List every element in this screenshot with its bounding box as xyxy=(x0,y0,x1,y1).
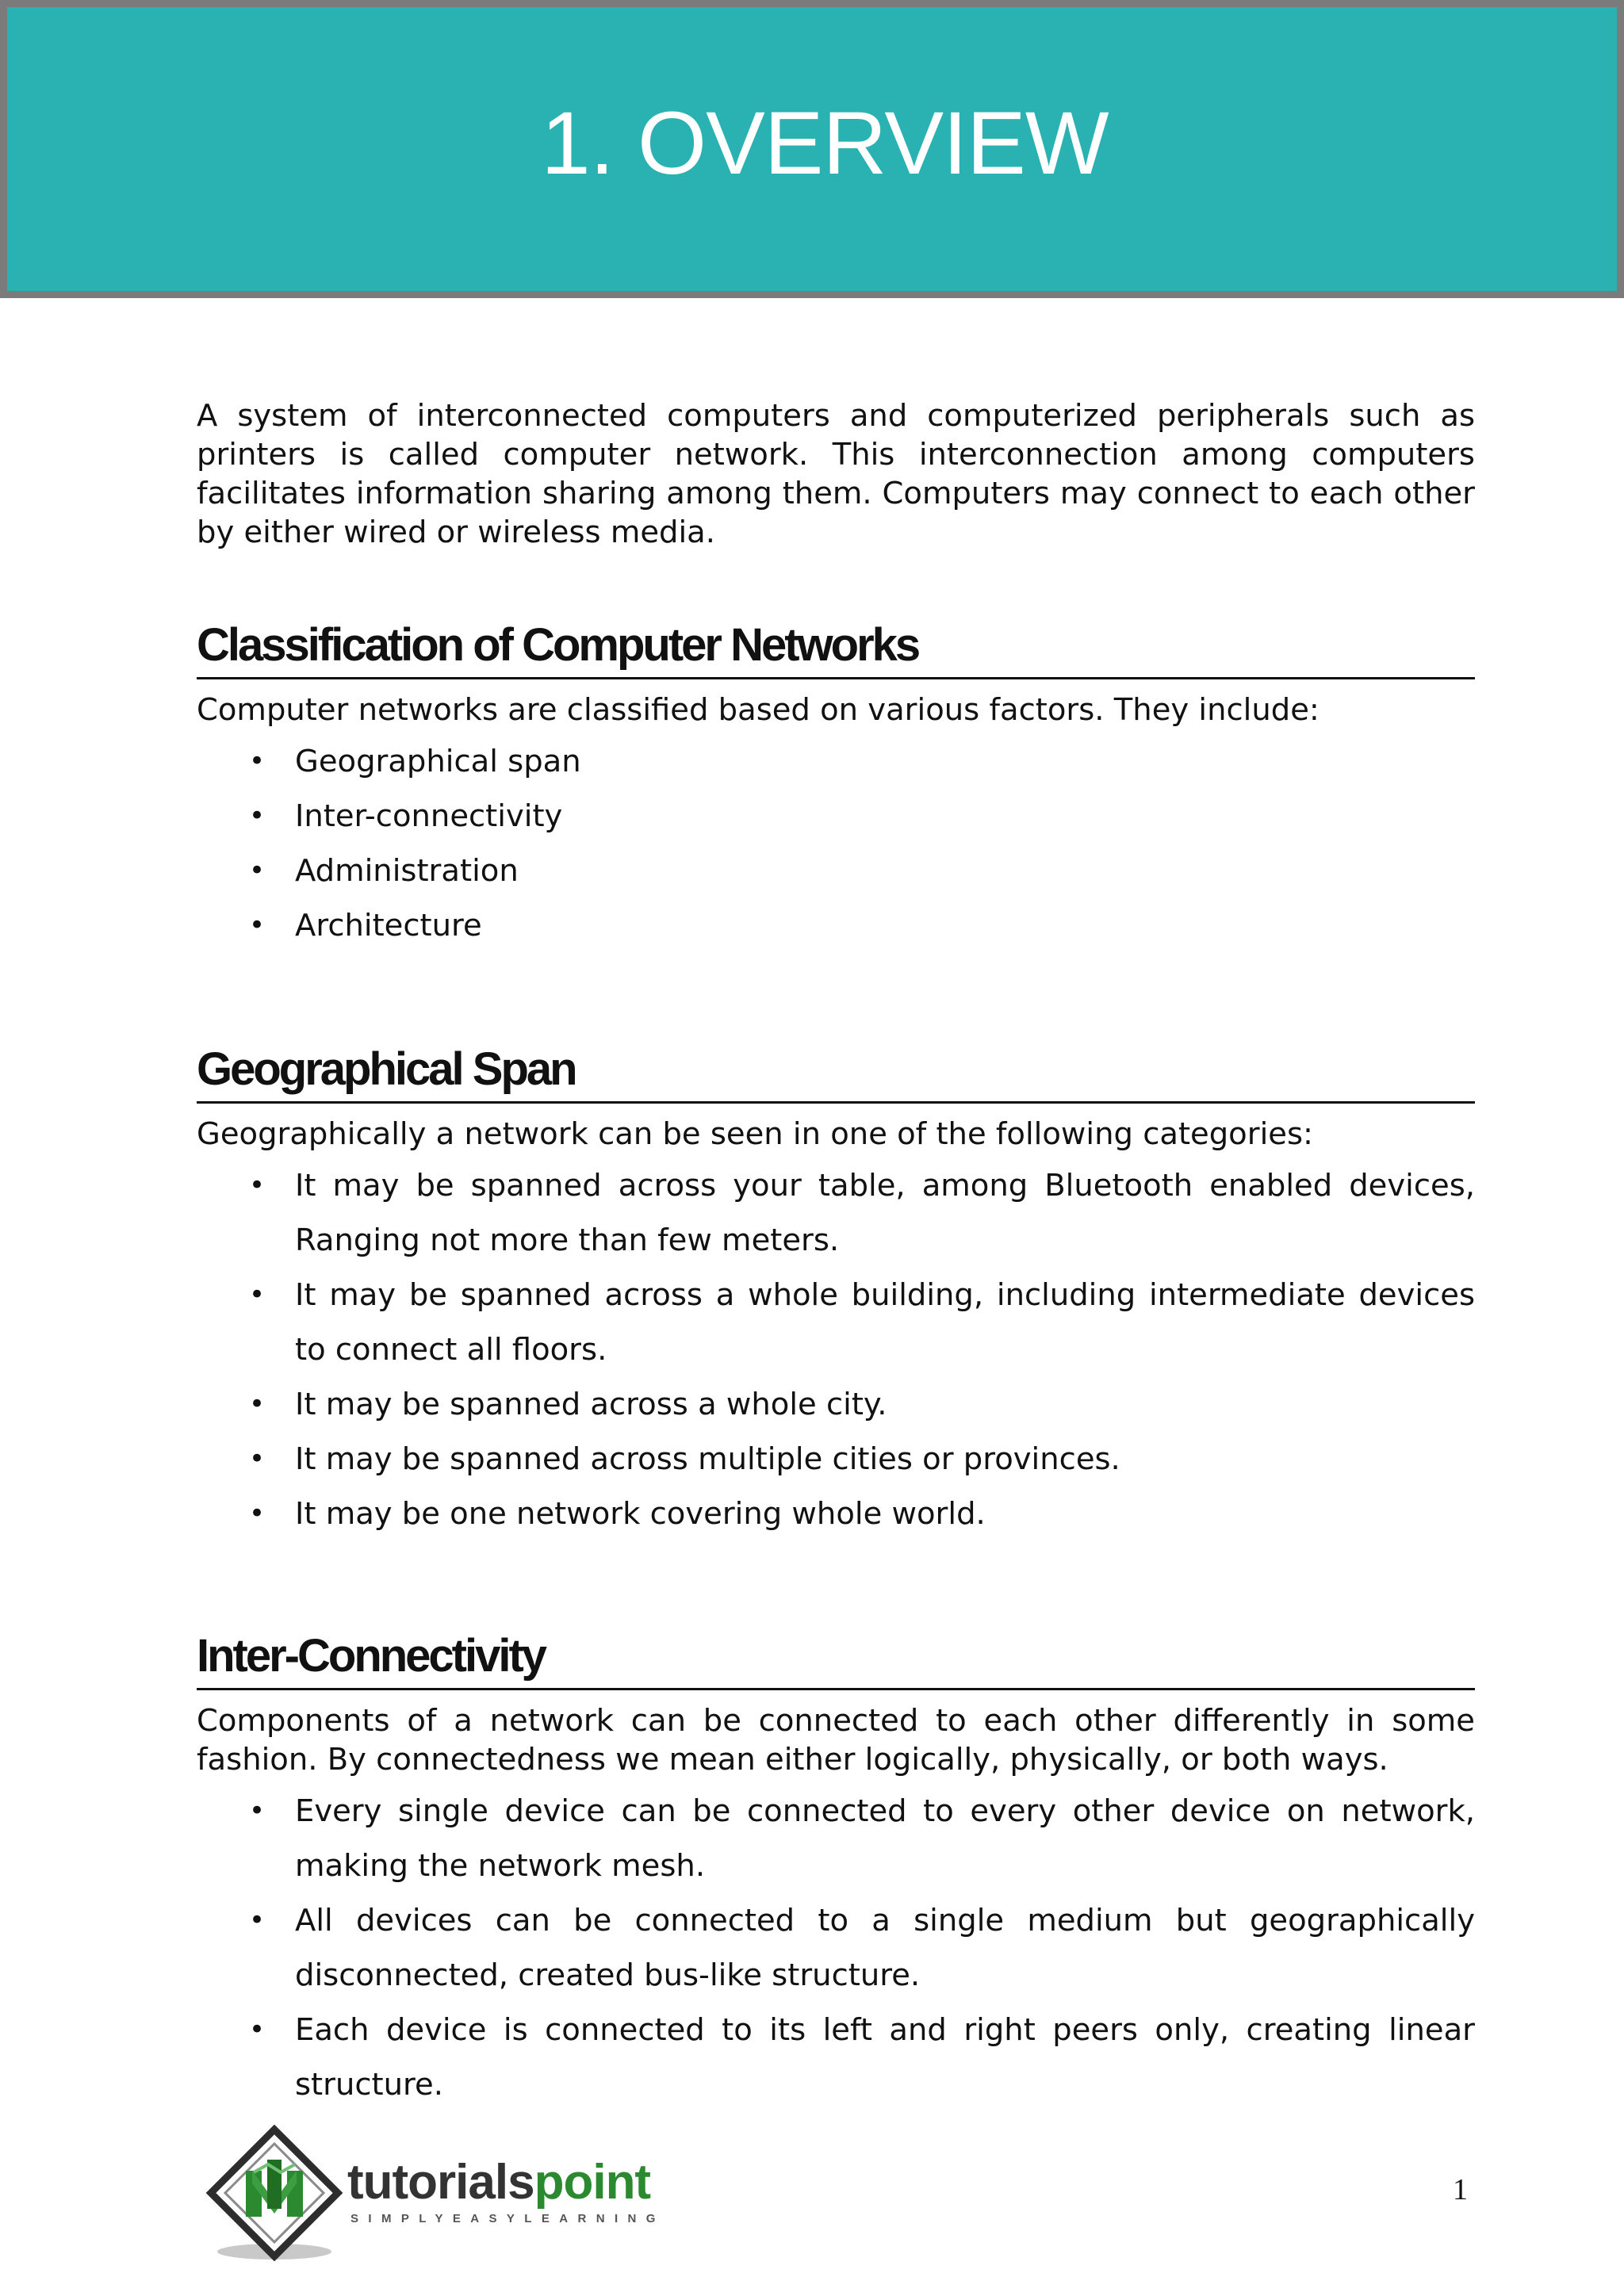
list-item: • It may be spanned across multiple cities or provinces. xyxy=(197,1432,1475,1487)
section-heading: Geographical Span xyxy=(197,1043,1475,1104)
bullet-list xyxy=(197,1158,1475,1541)
list-item: • Architecture xyxy=(197,898,1475,953)
section-heading: Inter-Connectivity xyxy=(197,1629,1475,1690)
bullet-icon: • xyxy=(249,1498,266,1529)
section-lead: Computer networks are classified based on various factors. They include: xyxy=(197,692,1320,728)
section-lead: Components of a network can be connected to each other differently in some fashion. By connectedness we mean either logically, physically, or both ways. xyxy=(197,1703,1475,1777)
section-inter-connectivity xyxy=(197,1629,1475,2112)
bullet-icon: • xyxy=(249,855,266,886)
tutorialspoint-diamond-logo-icon xyxy=(205,2125,343,2263)
list-item: • Each device is connected to its left and right peers only, creating linear structure. xyxy=(197,2003,1475,2112)
intro-paragraph: A system of interconnected computers and computerized peripherals such as printers is called computer network. This interconnection among computers facilitates information sharing among them. Computers may connect to each other by either wired or wireless media. xyxy=(197,398,1475,550)
section-lead: Geographically a network can be seen in one of the following categories: xyxy=(197,1116,1313,1152)
list-item: • All devices can be connected to a single medium but geographically disconnected, created bus-like structure. xyxy=(197,1893,1475,2003)
bullet-icon: • xyxy=(249,1279,266,1311)
list-item: • It may be one network covering whole world. xyxy=(197,1487,1475,1541)
bullet-list xyxy=(197,734,1475,953)
section-heading: Classification of Computer Networks xyxy=(197,618,1475,679)
bullet-icon: • xyxy=(249,1388,266,1420)
list-item: • Inter-connectivity xyxy=(197,789,1475,844)
bullet-icon: • xyxy=(249,1169,266,1201)
list-item: • Geographical span xyxy=(197,734,1475,789)
list-item: • Every single device can be connected to every other device on network, making the network mesh. xyxy=(197,1784,1475,1893)
list-item: • Administration xyxy=(197,844,1475,898)
logo-tagline: SIMPLYEASYLEARNING xyxy=(350,2212,665,2225)
section-geographical-span xyxy=(197,1043,1475,1541)
chapter-banner xyxy=(0,0,1624,298)
tutorialspoint-logo xyxy=(205,2125,712,2263)
list-item: • It may be spanned across your table, among Bluetooth enabled devices, Ranging not more than few meters. xyxy=(197,1158,1475,1268)
list-item: • It may be spanned across a whole building, including intermediate devices to connect all floors. xyxy=(197,1268,1475,1377)
bullet-icon: • xyxy=(249,745,266,777)
chapter-title: 1. OVERVIEW xyxy=(541,93,1109,193)
bullet-icon: • xyxy=(249,1443,266,1475)
bullet-list xyxy=(197,1784,1475,2112)
page-number: 1 xyxy=(1453,2173,1468,2206)
bullet-icon: • xyxy=(249,2014,266,2045)
section-classification xyxy=(197,618,1475,953)
list-item: • It may be spanned across a whole city. xyxy=(197,1377,1475,1432)
bullet-icon: • xyxy=(249,1795,266,1827)
logo-wordmark: tutorialspoint xyxy=(347,2155,651,2210)
bullet-icon: • xyxy=(249,909,266,941)
bullet-icon: • xyxy=(249,1904,266,1936)
bullet-icon: • xyxy=(249,800,266,832)
